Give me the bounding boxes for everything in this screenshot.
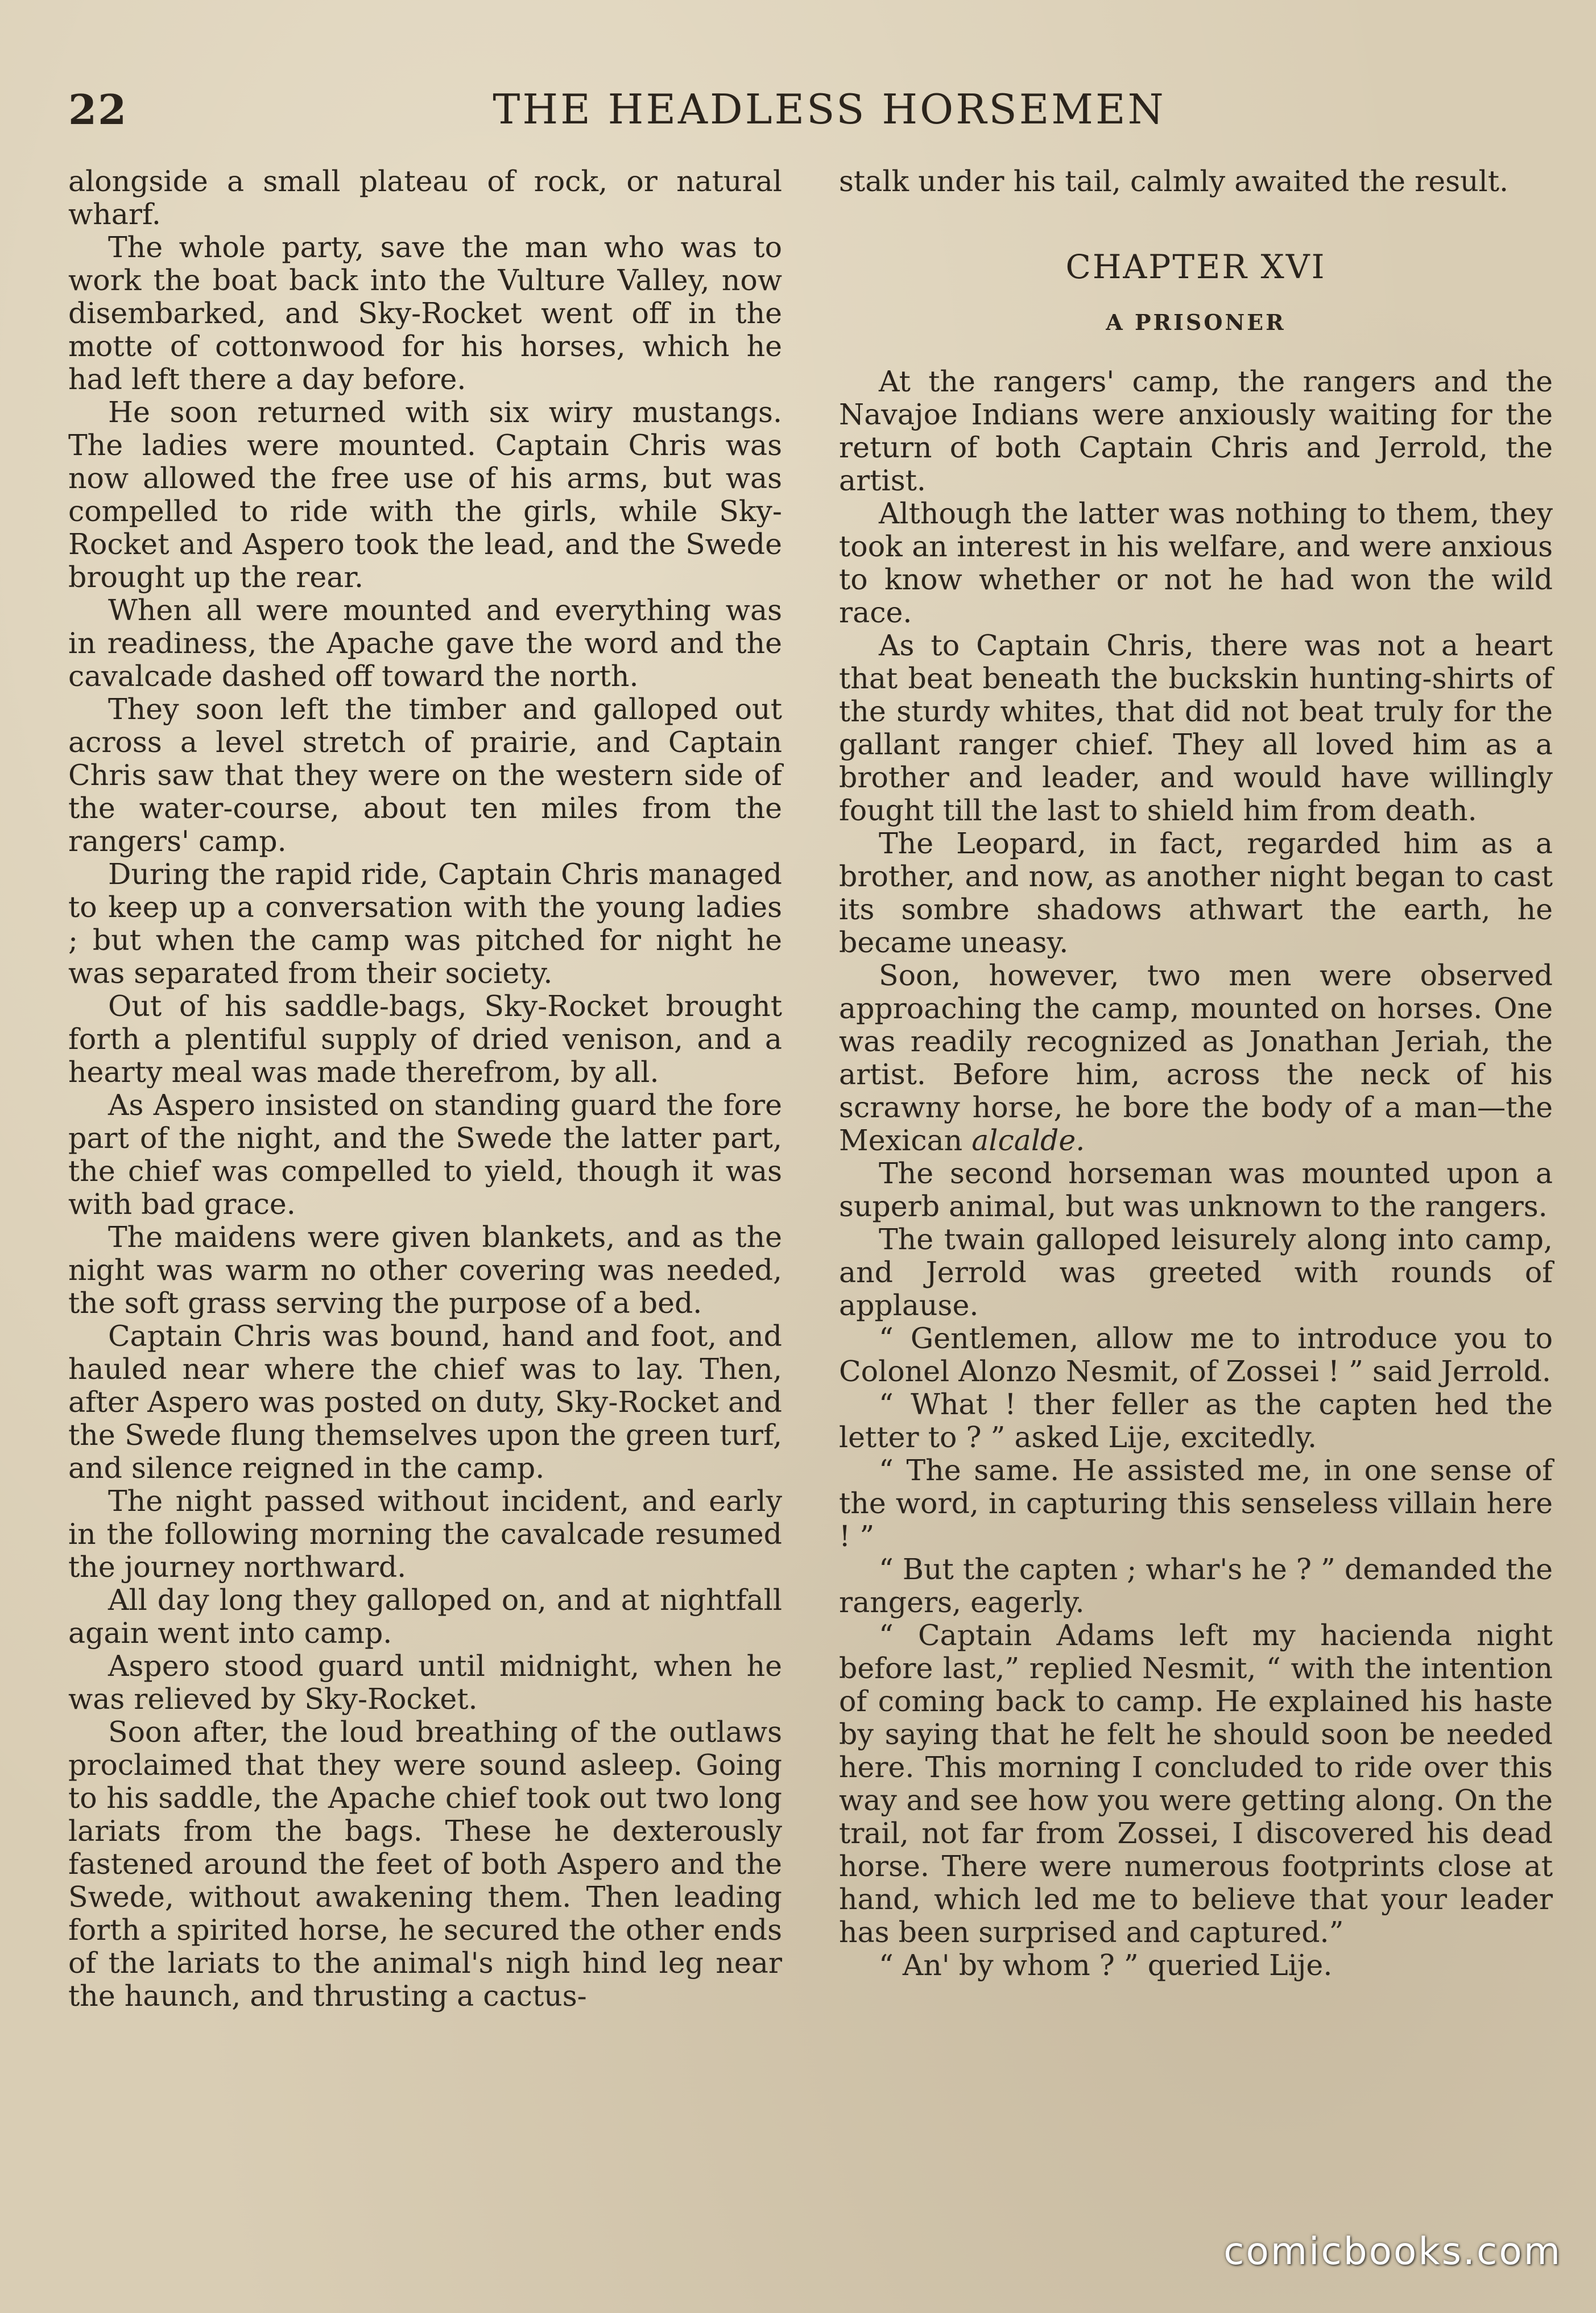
- paragraph: As Aspero insisted on standing guard the fore part of the night, and the Swede the latter part, the chief was compelled to yield, though it was with bad grace.: [68, 1088, 782, 1221]
- running-title: THE HEADLESS HORSEMEN: [493, 85, 1166, 133]
- paragraph: At the rangers' camp, the rangers and the Navajoe Indians were anxiously waiting for the return of both Captain Chris and Jerrold, the artist.: [839, 365, 1553, 497]
- paragraph: The maidens were given blankets, and as the night was warm no other covering was needed, the soft grass serving the purpose of a bed.: [68, 1220, 782, 1320]
- paragraph: The Leopard, in fact, regarded him as a brother, and now, as another night began to cast its sombre shadows athwart the earth, he became uneasy.: [839, 827, 1553, 959]
- paragraph: The twain galloped leisurely along into camp, and Jerrold was greeted with rounds of applause.: [839, 1222, 1553, 1322]
- paragraph: Captain Chris was bound, hand and foot, and hauled near where the chief was to lay. Then, after Aspero was posted on duty, Sky-Rocket and the Swede flung themselves upon the green turf, and silence reigned in the camp.: [68, 1319, 782, 1485]
- paragraph: Aspero stood guard until midnight, when he was relieved by Sky-Rocket.: [68, 1649, 782, 1716]
- paragraph: Soon after, the loud breathing of the outlaws proclaimed that they were sound asleep. Going to his saddle, the Apache chief took out two long lariats from the bags. These he dexterously fastened around the feet of both Aspero and the Swede, without awakening them. Then leading forth a spirited horse, he secured the other ends of the lariats to the animal's nigh hind leg near the haunch, and thrusting a cactus-: [68, 1715, 782, 2013]
- paragraph: “ The same. He assisted me, in one sense of the word, in capturing this senseless villain here ! ”: [839, 1453, 1553, 1553]
- paragraph: Although the latter was nothing to them, they took an interest in his welfare, and were anxious to know whether or not he had won the wild race.: [839, 497, 1553, 629]
- paragraph: “ But the capten ; whar's he ? ” demanded the rangers, eagerly.: [839, 1552, 1553, 1619]
- paragraph: Out of his saddle-bags, Sky-Rocket brought forth a plentiful supply of dried venison, and a hearty meal was made therefrom, by all.: [68, 989, 782, 1089]
- italic-word: alcalde.: [971, 1124, 1085, 1157]
- paragraph: [839, 959, 1553, 1157]
- paragraph: “ An' by whom ? ” queried Lije.: [879, 1948, 1333, 1982]
- paragraph: They soon left the timber and galloped out across a level stretch of prairie, and Captain Chris saw that they were on the western side of the water-course, about ten miles from the rangers' camp.: [68, 692, 782, 858]
- page-number: 22: [68, 85, 128, 134]
- chapter-subtitle: A PRISONER: [1106, 309, 1286, 335]
- paragraph: “ Captain Adams left my hacienda night before last,” replied Nesmit, “ with the intention of coming back to camp. He explained his haste by saying that he felt he should soon be needed here. This morning I concluded to ride over this way and see how you were getting along. On the trail, not far from Zossei, I discovered his dead horse. There were numerous footprints close at hand, which led me to believe that your leader has been surprised and captured.”: [839, 1618, 1553, 1949]
- paragraph: During the rapid ride, Captain Chris managed to keep up a conversation with the young ladies ; but when the camp was pitched for night he was separated from their society.: [68, 857, 782, 990]
- paragraph: The whole party, save the man who was to work the boat back into the Vulture Valley, now disembarked, and Sky-Rocket went off in the motte of cottonwood for his horses, which he had left there a day before.: [68, 230, 782, 396]
- paragraph: He soon returned with six wiry mustangs. The ladies were mounted. Captain Chris was now allowed the free use of his arms, but was compelled to ride with the girls, while Sky-Rocket and Aspero took the lead, and the Swede brought up the rear.: [68, 395, 782, 594]
- paragraph: The second horseman was mounted upon a superb animal, but was unknown to the rangers.: [839, 1156, 1553, 1223]
- paragraph: “ Gentlemen, allow me to introduce you to Colonel Alonzo Nesmit, of Zossei ! ” said Jerrold.: [839, 1321, 1553, 1388]
- paragraph: The night passed without incident, and early in the following morning the cavalcade resumed the journey northward.: [68, 1484, 782, 1584]
- paragraph: All day long they galloped on, and at nightfall again went into camp.: [68, 1583, 782, 1650]
- chapter-title: CHAPTER XVI: [1065, 247, 1326, 286]
- paragraph: alongside a small plateau of rock, or natural wharf.: [68, 164, 782, 231]
- paragraph: When all were mounted and everything was in readiness, the Apache gave the word and the cavalcade dashed off toward the north.: [68, 593, 782, 693]
- left-column: [68, 165, 782, 2013]
- paragraph-continuation: stalk under his tail, calmly awaited the result.: [839, 164, 1509, 198]
- paragraph: “ What ! ther feller as the capten hed the letter to ? ” asked Lije, excitedly.: [839, 1387, 1553, 1454]
- paragraph-text: Soon, however, two men were observed approaching the camp, mounted on horses. One was readily recognized as Jonathan Jeriah, the artist. Before him, across the neck of his scrawny horse, he bore the body of a man—the Mexican: [839, 959, 1553, 1157]
- paragraph: As to Captain Chris, there was not a heart that beat beneath the buckskin hunting-shirts of the sturdy whites, that did not beat truly for the gallant ranger chief. They all loved him as a brother and leader, and would have willingly fought till the last to shield him from death.: [839, 629, 1553, 827]
- right-column: [839, 165, 1553, 1982]
- watermark: comicbooks.com: [1223, 2229, 1562, 2273]
